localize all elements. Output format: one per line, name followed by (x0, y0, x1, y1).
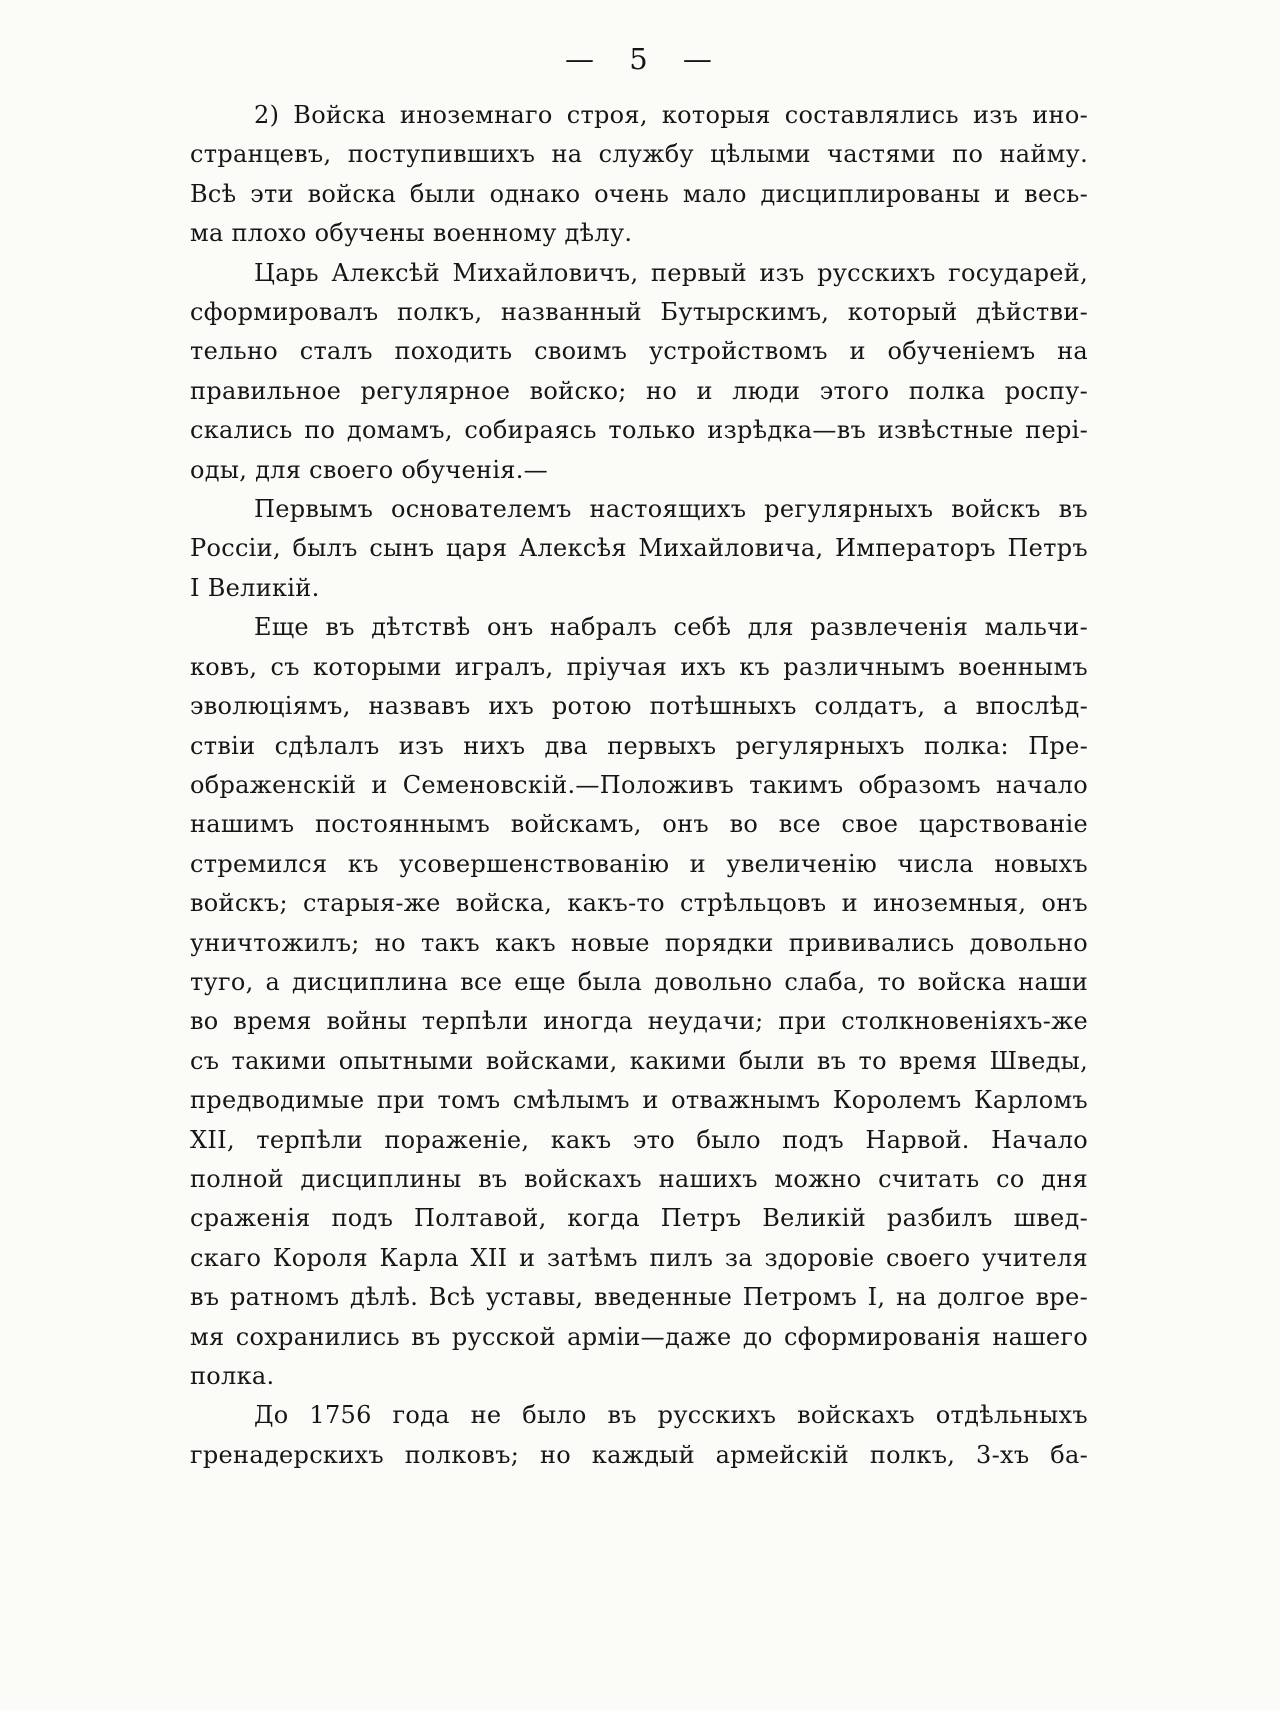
text-line: I Великій. (190, 573, 320, 602)
text-line: во время войны терпѣли иногда неудачи; при столкновеніяхъ-же (190, 1007, 1088, 1036)
text-line: Еще въ дѣтствѣ онъ набралъ себѣ для развлеченія мальчи- (254, 613, 1088, 642)
text-line: предводимые при томъ смѣлымъ и отважнымъ Королемъ Карломъ (190, 1086, 1088, 1115)
text-line: полка. (190, 1362, 275, 1390)
text-line: въ ратномъ дѣлѣ. Всѣ уставы, введенные Петромъ I, на долгое вре- (190, 1283, 1088, 1312)
text-line: 2) Войска иноземнаго строя, которыя составлялись изъ ино- (254, 101, 1088, 129)
text-line: ма плохо обучены военному дѣлу. (190, 219, 633, 248)
text-line: Всѣ эти войска были однако очень мало дисциплированы и весь- (190, 179, 1088, 208)
text-line: До 1756 года не было въ русскихъ войскахъ отдѣльныхъ (254, 1401, 1088, 1430)
text-line: ковъ, съ которыми игралъ, пріучая ихъ къ различнымъ военнымъ (190, 652, 1088, 681)
text-line: ствіи сдѣлалъ изъ нихъ два первыхъ регулярныхъ полка: Пре- (190, 731, 1088, 760)
text-line: правильное регулярное войско; но и люди этого полка роспу- (190, 376, 1088, 405)
text-line: сформировалъ полкъ, названный Бутырскимъ, который дѣйстви- (190, 298, 1088, 327)
text-line: полной дисциплины въ войскахъ нашихъ можно считать со дня (190, 1164, 1088, 1193)
text-line: ображенскій и Семеновскій.—Положивъ такимъ образомъ начало (190, 770, 1088, 799)
text-line: Россіи, былъ сынъ царя Алексѣя Михайловича, Императоръ Петръ (190, 534, 1088, 563)
text-line: гренадерскихъ полковъ; но каждый армейскій полкъ, 3-хъ ба- (190, 1440, 1088, 1469)
text-line: уничтожилъ; но такъ какъ новые порядки прививались довольно (190, 928, 1088, 957)
text-line: мя сохранились въ русской арміи—даже до сформированія нашего (190, 1322, 1088, 1351)
text-line: нашимъ постояннымъ войскамъ, онъ во все свое царствованіе (190, 810, 1088, 839)
text-line: оды, для своего обученія.— (190, 455, 548, 484)
page-text (190, 96, 1088, 1475)
text-line: скались по домамъ, собираясь только изрѣдка—въ извѣстные пері- (190, 416, 1088, 445)
text-line: Царь Алексѣй Михайловичъ, первый изъ русскихъ государей, (254, 258, 1088, 287)
text-line: скаго Короля Карла XII и затѣмъ пилъ за здоровіе своего учителя (190, 1243, 1088, 1272)
text-line: Первымъ основателемъ настоящихъ регулярныхъ войскъ въ (254, 495, 1088, 524)
text-line: эволюціямъ, назвавъ ихъ ротою потѣшныхъ солдатъ, а впослѣд- (190, 692, 1088, 721)
text-line: XII, терпѣли пораженіе, какъ это было подъ Нарвой. Начало (190, 1125, 1088, 1154)
page-number: — 5 — (565, 42, 713, 76)
text-line: сраженія подъ Полтавой, когда Петръ Великій разбилъ швед- (190, 1204, 1088, 1233)
text-line: съ такими опытными войсками, какими были въ то время Шведы, (190, 1046, 1088, 1075)
text-line: войскъ; старыя-же войска, какъ-то стрѣльцовъ и иноземныя, онъ (190, 889, 1088, 918)
text-line: туго, а дисциплина все еще была довольно слаба, то войска наши (190, 967, 1088, 996)
text-line: странцевъ, поступившихъ на службу цѣлыми частями по найму. (190, 140, 1088, 169)
text-line: тельно сталъ походить своимъ устройствомъ и обученіемъ на (190, 337, 1088, 366)
text-line: стремился къ усовершенствованію и увеличенію числа новыхъ (190, 849, 1088, 878)
